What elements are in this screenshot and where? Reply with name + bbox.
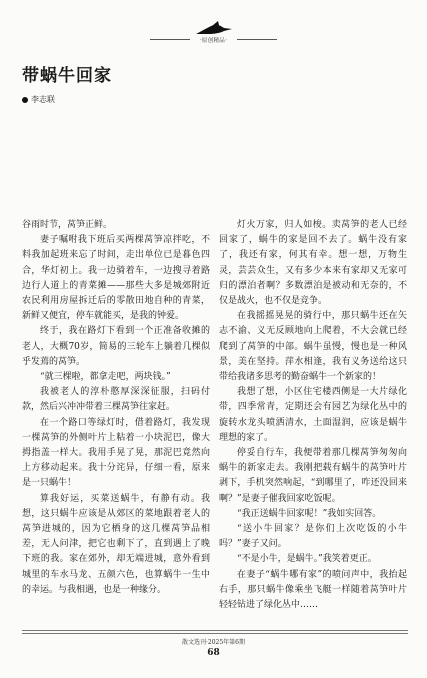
paragraph: 我被老人的淳朴憨厚深深征服，扫码付款，然后兴冲冲带着三棵莴笋往家赶。 xyxy=(22,387,210,413)
bullet-icon xyxy=(22,97,28,103)
paragraph: “不是小牛，是蜗牛。”我笑着更正。 xyxy=(237,554,377,565)
paragraph: 我想了想，小区住宅楼西侧是一大片绿化带，四季常青，定期还会有园艺为绿化丛中的旋转水龙头喷洒清水，土面湿润，应该是蜗牛理想的家了。 xyxy=(219,387,407,443)
paragraph: “我正送蜗牛回家呢！”我如实回答。 xyxy=(237,508,382,519)
paragraph: 终于，我在路灯下看到一个正准备收摊的老人，大概70岁，简易的三轮车上躺着几棵似乎发蔫的莴笋。 xyxy=(22,326,210,367)
paragraph: 在我摇摇晃晃的骑行中，那只蜗牛还在矢志不渝、义无反顾地向上爬着，不大会就已经爬到了莴笋的中部。蜗牛虽慢，慢也是一种风景，美在坚持。萍水相逢，我有义务送给这只带给我诸多思考的勤奋蜗牛一个新家的！ xyxy=(219,311,407,383)
paragraph: “送小牛回家？是你们上次吃饭的小牛吗？”妻子又问。 xyxy=(219,524,407,550)
author-name: 李志联 xyxy=(31,95,55,104)
paragraph: 算我好运，买菜送蜗牛，有静有动。我想，这只蜗牛应该是从郊区的菜地跟着老人的莴笋进城的，因为它栖身的这几棵莴笋品相差，无人问津，把它也剩下了，直到遇上了晚下班的我。家在郊外，却无端进城，意外看到城里的车水马龙、五颜六色，也算蜗牛一生中的幸运。与我相遇，也是一种缘分。 xyxy=(22,493,210,595)
section-tag: ·原创精品· xyxy=(199,38,228,44)
footer-rule xyxy=(22,630,408,631)
paragraph: 妻子嘱咐我下班后买两棵莴笋凉拌吃，不料我加起班来忘了时间，走出单位已是暮色四合，华灯初上。我一边骑着车，一边搜寻着路边行人道上的青菜摊——那些大多是城郊附近农民利用房屋拆迁后的零散田地自种的青菜，新鲜又便宜，停车就能买，是我的钟爱。 xyxy=(22,235,210,322)
paragraph: 灯火万家，归人如梭。卖莴笋的老人已经回家了，蜗牛的家是回不去了。蜗牛没有家了，我还有家，何其有幸。想一想，万物生灵，芸芸众生，又有多少本来有家却又无家可归的漂泊者啊？多数漂泊是被动和无奈的，不仅是战火，也不仅是竞争。 xyxy=(219,220,407,307)
footer-rule-secondary xyxy=(22,633,408,634)
paragraph: 谷雨时节，莴笋正鲜。 xyxy=(22,220,113,230)
paragraph: 停妥自行车，我便带着那几棵莴笋匆匆向蜗牛的新家走去。我刚把载有蜗牛的莴笋叶片剥下，手机突然响起，“到哪里了，咋还没回来啊？”是妻子催我回家吃饭呢。 xyxy=(219,448,407,504)
journal-issue: 散文选刊·2025年第6期 xyxy=(182,639,245,646)
left-column xyxy=(22,218,210,598)
paragraph: 在妻子“蜗牛哪有家”的喷问声中，我抬起右手，那只蜗牛像乘坐飞艇一样随着莴笋叶片轻轻钻进了绿化丛中…… xyxy=(219,569,407,611)
article-title: 带蜗牛回家 xyxy=(22,66,112,86)
paragraph: “就三棵啦，都拿走吧，两块钱。” xyxy=(40,372,171,383)
paragraph: 在一个路口等绿灯时，借着路灯，我发现一棵莴笋的外侧叶片上粘着一小块泥巴，像大拇指盖一样大。我用手晃了晃，那泥巴竟然向上方移动起来。我十分诧异，仔细一看，原来是一只蜗牛！ xyxy=(22,417,210,489)
right-column xyxy=(219,218,407,613)
page-number: 68 xyxy=(207,648,220,658)
author-line xyxy=(22,94,55,105)
